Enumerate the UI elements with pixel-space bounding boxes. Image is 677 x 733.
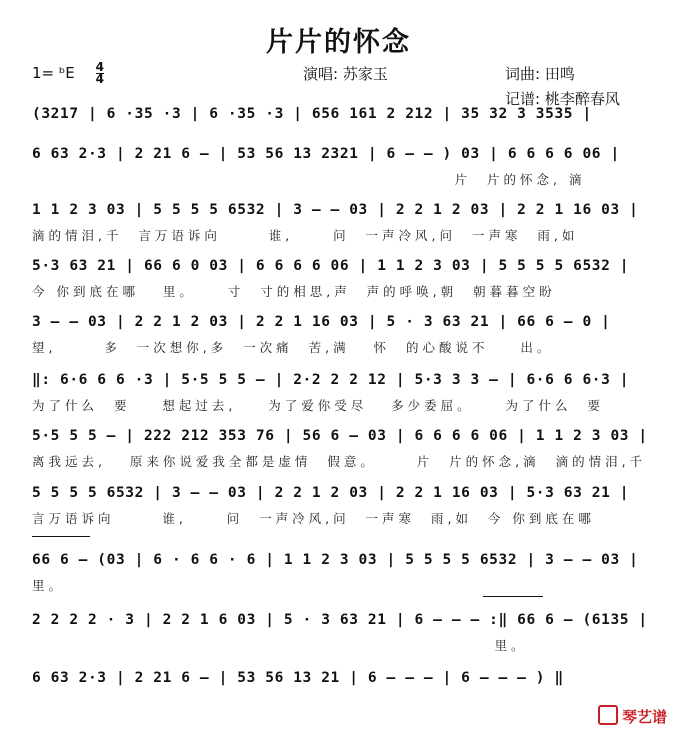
site-logo xyxy=(598,705,667,727)
notation-line: 2 2 2 2 · 3 | 2 2 1 6 03 | 5 · 3 63 21 | 6 – – – :‖ 66 6 – (6135 | xyxy=(32,612,648,628)
notation-line: 5·5 5 5 – | 222 212 353 76 | 56 6 – 03 | 6 6 6 6 06 | 1 1 2 3 03 | xyxy=(32,428,648,444)
lyric-line: 言万语诉向 谁, 问 一声冷风,问 一声寒 雨,如 今 你到底在哪 xyxy=(32,511,595,526)
time-signature-bottom: 4 xyxy=(95,72,104,86)
lyric-line: 望, 多 一次想你,多 一次痛 苦,满 怀 的心酸说不 出。 xyxy=(32,340,554,355)
notation-line: ‖: 6·6 6 6 ·3 | 5·5 5 5 – | 2·2 2 2 12 | 5·3 3 3 – | 6·6 6 6·3 | xyxy=(32,372,630,388)
lyric-line: 片 片的怀念, 滴 xyxy=(32,172,586,187)
transcriber-credit: 记谱: 桃李醉春风 xyxy=(505,90,620,108)
time-signature xyxy=(96,62,104,85)
composer-credit: 词曲: 田鸣 xyxy=(505,65,575,83)
notation-line: 6 63 2·3 | 2 21 6 – | 53 56 13 21 | 6 – – – | 6 – – – ) ‖ xyxy=(32,670,564,686)
notation-line: 5 5 5 5 6532 | 3 – – 03 | 2 2 1 2 03 | 2 2 1 16 03 | 5·3 63 21 | xyxy=(32,485,630,501)
notation-line: 5·3 63 21 | 66 6 0 03 | 6 6 6 6 06 | 1 1 2 3 03 | 5 5 5 5 6532 | xyxy=(32,258,630,274)
logo-text: 琴艺谱 xyxy=(621,708,667,726)
notation-line: 6 63 2·3 | 2 21 6 – | 53 56 13 2321 | 6 – – ) 03 | 6 6 6 6 06 | xyxy=(32,146,620,162)
volta-bracket-1 xyxy=(32,536,90,537)
notation-line: 66 6 – (03 | 6 · 6 6 · 6 | 1 1 2 3 03 | 5 5 5 5 6532 | 3 – – 03 | xyxy=(32,552,639,568)
lyric-line: 离我远去, 原来你说爱我全都是虚情 假意。 片 片的怀念,滴 滴的情泪,千 xyxy=(32,454,647,469)
song-title: 片片的怀念 xyxy=(266,27,411,58)
lyric-line: 为了什么 要 想起过去, 为了爱你受尽 多少委屈。 为了什么 要 xyxy=(32,398,604,413)
lyric-line: 滴的情泪,千 言万语诉向 谁, 问 一声冷风,问 一声寒 雨,如 xyxy=(32,228,579,243)
lyric-line: 今 你到底在哪 里。 寸 寸的相思,声 声的呼唤,朝 朝暮暮空盼 xyxy=(32,284,556,299)
lyric-line: 里。 xyxy=(32,578,66,593)
logo-icon xyxy=(598,705,618,725)
notation-line: 3 – – 03 | 2 2 1 2 03 | 2 2 1 16 03 | 5 · 3 63 21 | 66 6 – 0 | xyxy=(32,314,611,330)
key-signature xyxy=(32,62,104,85)
time-signature-top: 4 xyxy=(95,60,104,74)
singer-credit: 演唱: 苏家玉 xyxy=(303,65,388,83)
lyric-line: 里。 xyxy=(32,638,528,653)
notation-line: (3217 | 6 ·35 ·3 | 6 ·35 ·3 | 656 161 2 212 | 35 32 3 3535 | xyxy=(32,106,592,122)
volta-bracket-2 xyxy=(483,596,543,597)
notation-line: 1 1 2 3 03 | 5 5 5 5 6532 | 3 – – 03 | 2 2 1 2 03 | 2 2 1 16 03 | xyxy=(32,202,639,218)
key-label: 1= ᵇE xyxy=(32,64,75,82)
